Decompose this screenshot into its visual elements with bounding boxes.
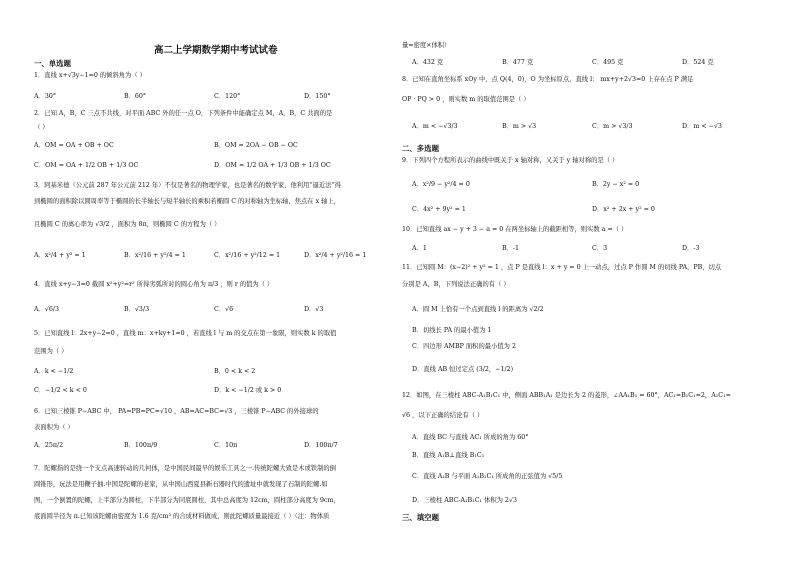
q12-line-2: √6 ，以下正确的结论有（ ）: [402, 412, 484, 419]
q7-line-3: 图，一个倒置的陀螺，上半部分为圆柱，下半部分为同底圆柱，其中总高度为 12cm，圆柱部分高度为 9cm，: [34, 497, 340, 504]
q6-option-b: B．100π/9: [124, 442, 158, 449]
q8-option-b: B．m > √3: [502, 123, 537, 130]
q7-line-1: 7．陀螺指的是绕一个支点高速转动的几何体，是中国民间最早的娱乐工具之一.传统陀螺大致是木或铁制的倒: [34, 465, 336, 472]
q5-option-d: D．k < −1/2 或 k > 0: [214, 387, 282, 394]
right-column: [402, 0, 774, 561]
q7-option-a: A．432 克: [412, 59, 444, 66]
q3-option-c: C．x²/16 + y²/12 = 1: [214, 252, 281, 259]
q10-stem: 10．已知直线 ax − y + 3 − a = 0 在两坐标轴上的截距相等，则实数 a =（ ）: [402, 226, 628, 233]
q11-option-b: B．切线长 PA 的最小值为 1: [412, 327, 492, 334]
q12-option-c: C．直线 A₁B 与平面 A₁B₁C₁ 所成角的正弦值为 √5/5: [412, 473, 563, 480]
q5-line-1: 5．已知直线 l：2x+y−2=0 ，直线 m：x+ky+1=0 ，若直线 l 与 m 的交点在第一象限，则实数 k 的取值: [34, 330, 337, 337]
q8-line-2: OP · PQ > 0 ，则实数 m 的取值范围是（ ）: [402, 96, 530, 103]
q10-option-c: C．3: [592, 245, 608, 252]
q2-stem: 2．已知 A，B，C 三点不共线，对平面 ABC 外的任一点 O，下列条件中能确定点 M，A，B，C 共面的是: [34, 110, 333, 117]
left-column: [34, 0, 394, 561]
q1-option-c: C．120°: [214, 93, 241, 100]
q9-option-b: B．2y − x² = 0: [592, 181, 640, 188]
section-single-choice: 一、单选题: [34, 59, 71, 68]
q9-option-c: C．4x² + 9y² = 1: [412, 206, 466, 213]
q6-line-2: 表面积为（ ）: [34, 424, 74, 431]
q3-line-1: 3．阿基米德（公元前 287 年公元前 212 年）不仅是著名的物理学家，也是著名的数学家，他利用“逼近法”得: [34, 182, 341, 189]
q7-line-4: 底面圆半径为 π.已知该陀螺由密度为 1.6 克/cm³ 的合成材料做成，则此陀螺质量最接近（ ）（注：物体质: [34, 513, 330, 520]
q9-option-a: A．x²/9 − y²/4 = 0: [412, 181, 470, 188]
q1-stem: 1．直线 x+√3y−1=0 的倾斜角为（ ）: [34, 72, 146, 79]
q2-option-d: D．OM = 1/2 OA + 1/3 OB + 1/3 OC: [214, 162, 331, 169]
q12-option-b: B．直线 A₁B⊥直线 B₁C₁: [412, 452, 485, 459]
q5-option-b: B．0 < k < 2: [214, 368, 256, 375]
q5-option-c: C．−1/2 < k < 0: [34, 387, 87, 394]
q8-option-c: C．m > √3/3: [592, 123, 633, 130]
section-multi-choice: 二、多选题: [402, 144, 439, 153]
q4-option-d: D．√3: [304, 306, 324, 313]
q4-option-b: B．√3/3: [124, 306, 150, 313]
q2-option-b: B．OM = 2OA − OB − OC: [214, 142, 298, 149]
q1-option-a: A．30°: [34, 93, 57, 100]
q7-continued: 量=密度×体积）: [402, 42, 451, 49]
q11-line-1: 11．已知圆 M：(x−2)² + y² = 1 ，点 P 是直线 l：x + y = 0 上一动点，过点 P 作圆 M 的切线 PA，PB，切点: [402, 264, 722, 271]
q10-option-d: D．-3: [682, 245, 700, 252]
q4-stem: 4．直线 x+y−3=0 截圆 x²+y²=r² 所得劣弧所对的圆心角为 π/3 ，则 r 的值为（ ）: [34, 281, 274, 288]
q2-option-a: A．OM = OA + OB + OC: [34, 142, 114, 149]
q10-option-b: B．-1: [502, 245, 520, 252]
q11-option-d: D．直线 AB 恒过定点 (3/2，−1/2): [412, 366, 514, 373]
q5-line-2: 范围为（ ）: [34, 348, 68, 355]
q9-option-d: D．x² + 2x + y² = 0: [592, 206, 655, 213]
q7-line-2: 圆锥形，玩法是用鞭子抽.中国是陀螺的老家，从中国山西夏县新石器时代的遗址中就发现了石制的陀螺.如: [34, 481, 328, 488]
q6-option-c: C．10π: [214, 442, 238, 449]
q6-option-d: D．100π/7: [304, 442, 338, 449]
q7-option-c: C．495 克: [592, 59, 624, 66]
q3-option-b: B．x²/16 + y²/4 = 1: [124, 252, 186, 259]
q6-line-1: 6．已知三棱锥 P−ABC 中， PA=PB=PC=√10 ，AB=AC=BC=√3 ，三棱锥 P−ABC 的外接球的: [34, 408, 319, 415]
section-fill-blank: 三、填空题: [402, 513, 439, 522]
q12-line-1: 12．如图，在三棱柱 ABC-A₁B₁C₁ 中，侧面 ABB₁A₁ 是边长为 2 的菱形，∠AA₁B₁ = 60°，AC₁=B₁C₁=2，A₁C₁=: [402, 392, 731, 399]
q4-option-a: A．√6/3: [34, 306, 59, 313]
q3-line-3: 且椭圆 C 的离心率为 √3/2 ，面积为 8π，则椭圆 C 的方程为（ ）: [34, 221, 221, 228]
q6-option-a: A．25π/2: [34, 442, 64, 449]
q11-line-2: 分别是 A，B，下列说法正确的有（ ）: [402, 281, 510, 288]
q1-option-d: D．150°: [304, 93, 331, 100]
q3-line-2: 到椭圆的面积除以圆周率等于椭圆的长半轴长与短半轴长的乘积若椭圆 C 的对称轴为坐标轴，焦点在 x 轴上，: [34, 198, 341, 205]
q8-line-1: 8．已知在直角坐标系 xOy 中，点 Q(4，0)，O 为坐标原点，直线 l： mx+y+2√3=0 上存在点 P 满足: [402, 76, 694, 83]
q8-option-d: D．m < −√3: [682, 123, 722, 130]
q11-option-a: A．圆 M 上恰有一个点到直线 l 的距离为 √2/2: [412, 306, 544, 313]
page-title: 高二上学期数学期中考试试卷: [154, 45, 278, 56]
q7-option-b: B．477 克: [502, 59, 534, 66]
q9-stem: 9．下列四个方程所表示的曲线中既关于 x 轴对称，又关于 y 轴对称的是（ ）: [402, 157, 619, 164]
q4-option-c: C．√6: [214, 306, 234, 313]
q3-option-a: A．x²/4 + y² = 1: [34, 252, 86, 259]
q12-option-d: D．三棱柱 ABC-A₁B₁C₁ 体积为 2√3: [412, 497, 517, 504]
q8-option-a: A．m < −√3/3: [412, 123, 458, 130]
q1-option-b: B．60°: [124, 93, 147, 100]
q11-option-c: C．四边形 AMBP 面积的最小值为 2: [412, 343, 516, 350]
q5-option-a: A．k < −1/2: [34, 368, 74, 375]
q2-paren: （ ）: [34, 124, 49, 131]
q7-option-d: D．524 克: [682, 59, 714, 66]
q3-option-d: D．x²/4 + y²/16 = 1: [304, 252, 367, 259]
q2-option-c: C．OM = OA + 1/2 OB + 1/3 OC: [34, 162, 139, 169]
q12-option-a: A．直线 BC 与直线 AC₁ 所成的角为 60°: [412, 434, 529, 441]
q10-option-a: A．1: [412, 245, 427, 252]
